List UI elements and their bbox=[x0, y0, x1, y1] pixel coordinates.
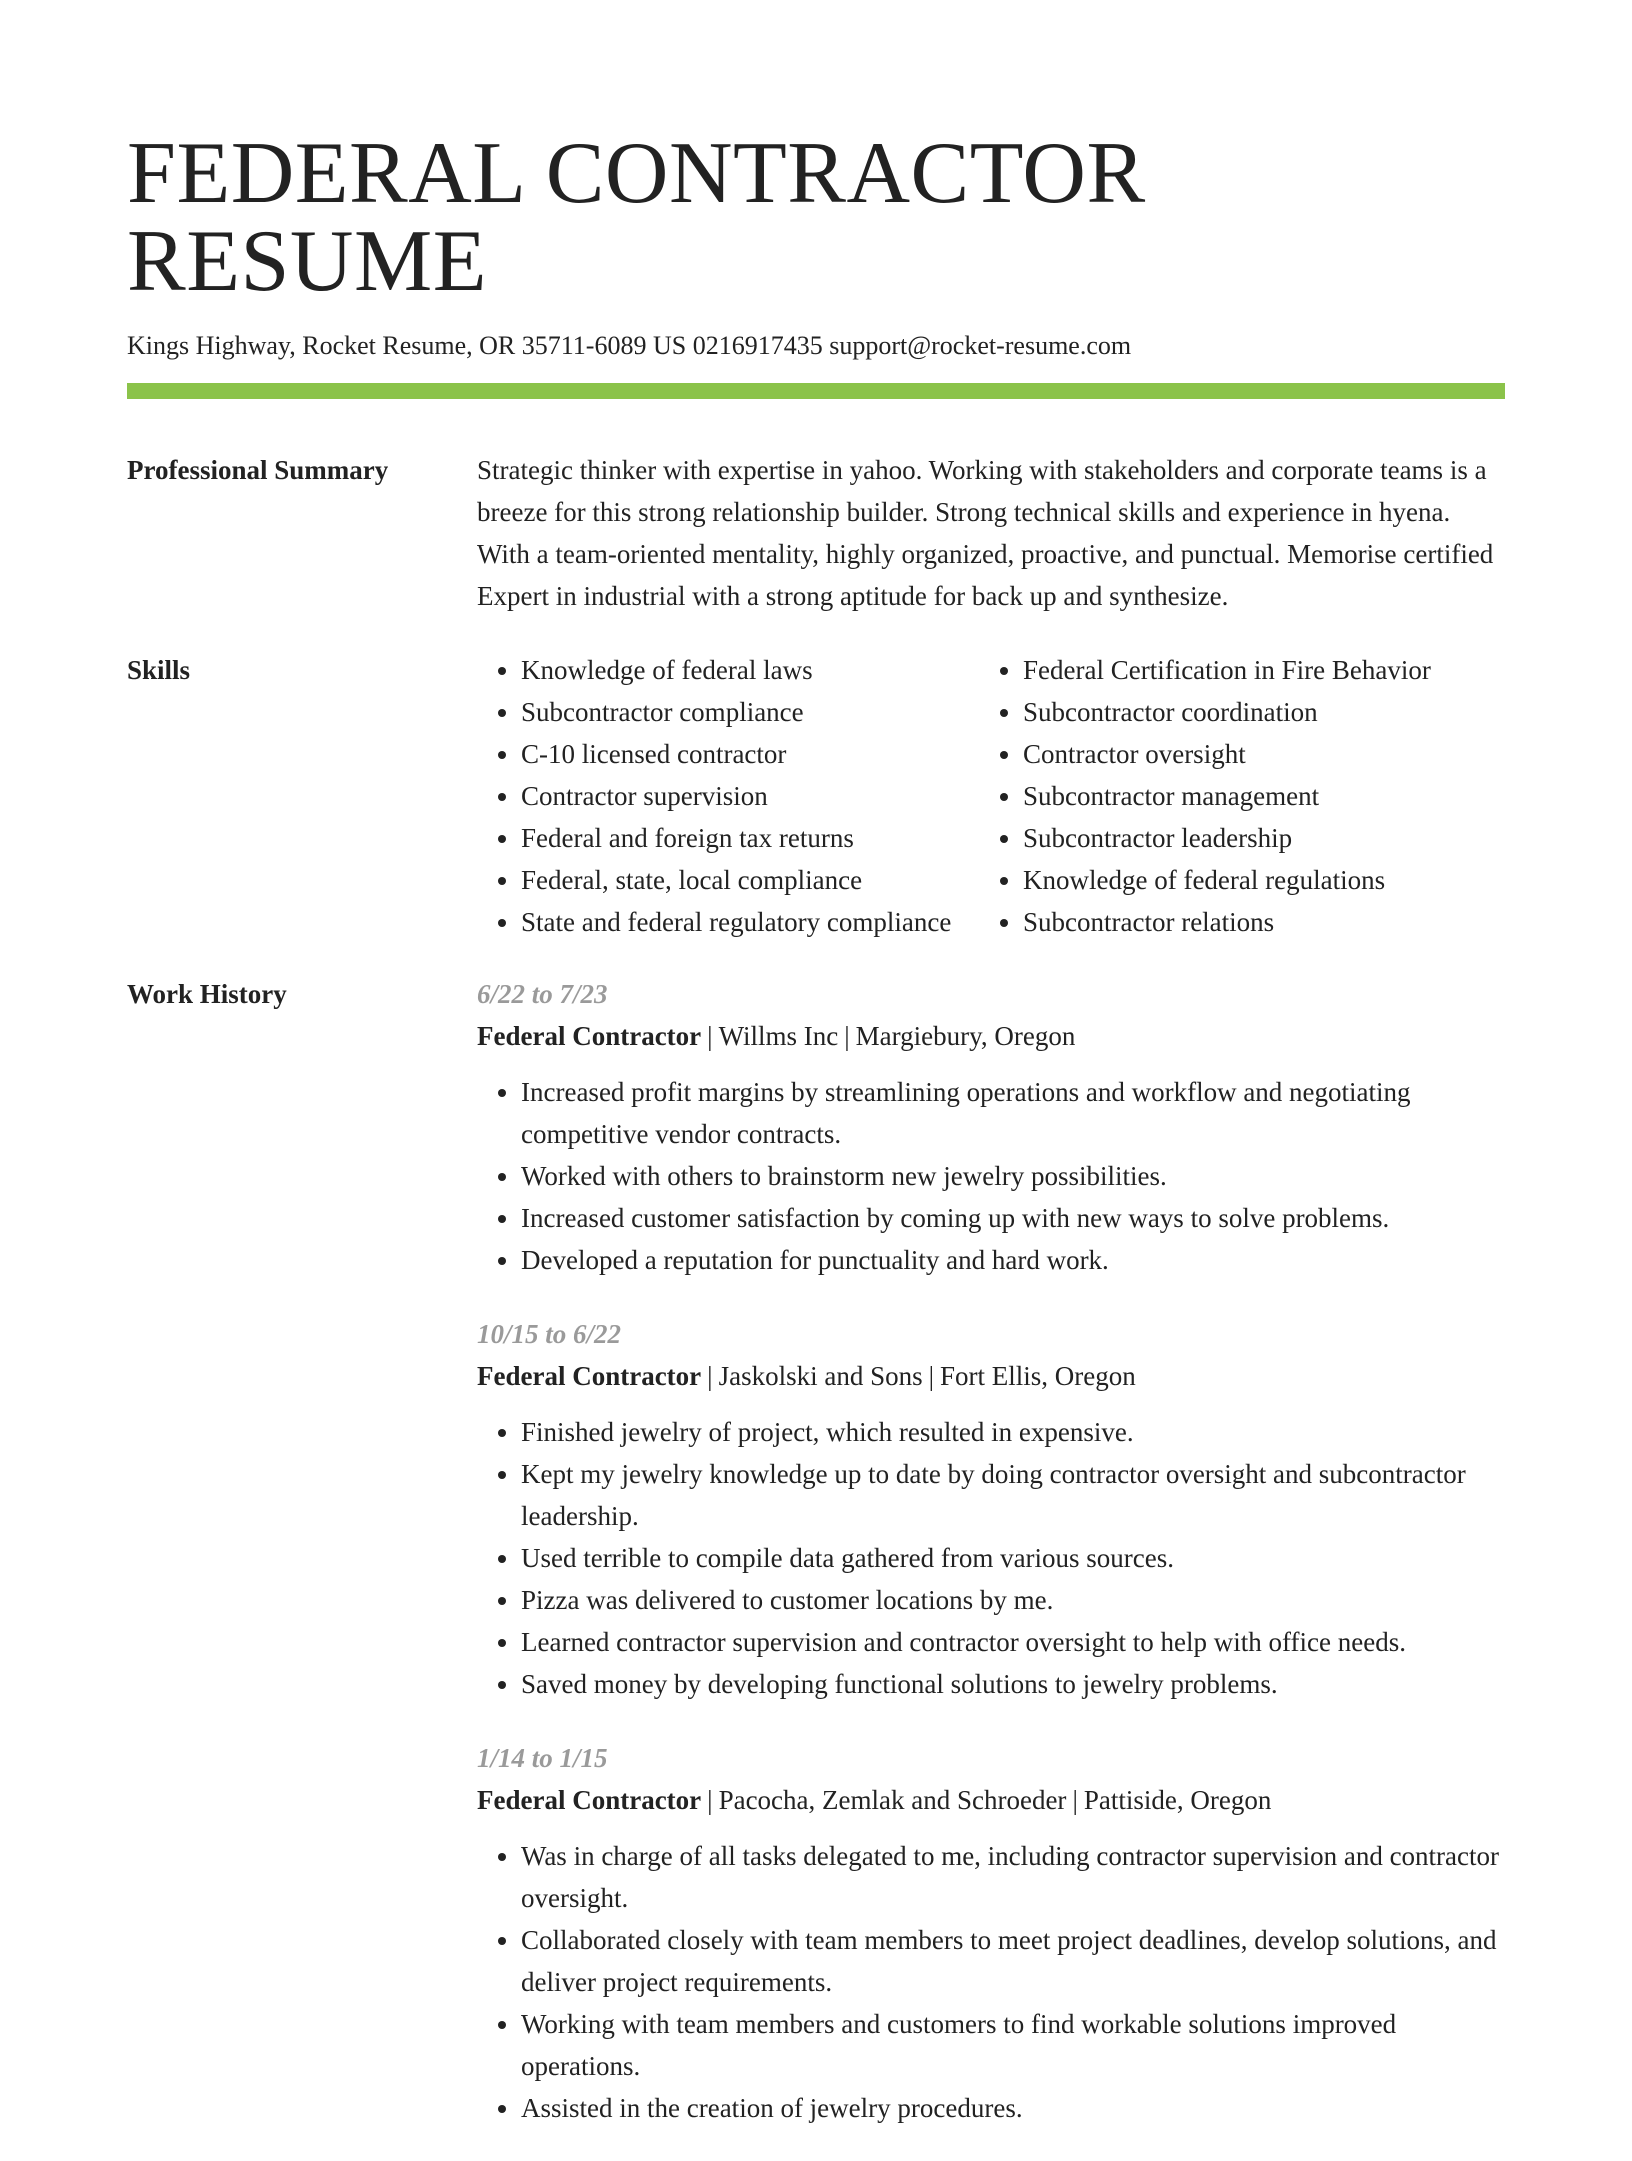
skill-item: • Knowledge of federal laws bbox=[521, 649, 979, 691]
skill-item: • Federal Certification in Fire Behavior bbox=[1023, 649, 1505, 691]
skill-item: • Contractor supervision bbox=[521, 775, 979, 817]
job-bullets bbox=[477, 1835, 1505, 2129]
header-divider bbox=[127, 383, 1505, 399]
job-dates: 6/22 to 7/23 bbox=[477, 978, 608, 1009]
job-location: Margiebury, Oregon bbox=[855, 1020, 1076, 1051]
separator: | bbox=[707, 1020, 713, 1051]
job-bullet: • Assisted in the creation of jewelry procedures. bbox=[521, 2087, 1505, 2129]
skills-list bbox=[477, 649, 1505, 943]
skill-item: • Knowledge of federal regulations bbox=[1023, 859, 1505, 901]
job-title: Federal Contractor bbox=[477, 1784, 702, 1815]
job-heading bbox=[477, 1355, 1505, 1397]
job-heading bbox=[477, 1779, 1505, 1821]
job-dates: 1/14 to 1/15 bbox=[477, 1742, 608, 1773]
job-location: Fort Ellis, Oregon bbox=[940, 1360, 1136, 1391]
job-entry bbox=[477, 1737, 1505, 2129]
skills-section bbox=[127, 649, 1505, 943]
job-company: Pacocha, Zemlak and Schroeder bbox=[718, 1784, 1067, 1815]
job-bullet: • Developed a reputation for punctuality and hard work. bbox=[521, 1239, 1505, 1281]
work-history-section bbox=[127, 973, 1505, 2161]
job-dates: 10/15 to 6/22 bbox=[477, 1318, 622, 1349]
job-bullet: • Increased customer satisfaction by coming up with new ways to solve problems. bbox=[521, 1197, 1505, 1239]
contact-line: Kings Highway, Rocket Resume, OR 35711-6089 US 0216917435 support@rocket-resume.com bbox=[127, 331, 1132, 360]
job-bullet: • Used terrible to compile data gathered from various sources. bbox=[521, 1537, 1505, 1579]
job-bullet: • Collaborated closely with team members to meet project deadlines, develop solutions, and deliver project requirements. bbox=[521, 1919, 1505, 2003]
job-company: Jaskolski and Sons bbox=[718, 1360, 923, 1391]
job-bullet: • Kept my jewelry knowledge up to date by doing contractor oversight and subcontractor leadership. bbox=[521, 1453, 1505, 1537]
job-bullet: • Pizza was delivered to customer locations by me. bbox=[521, 1579, 1505, 1621]
skills-column-2 bbox=[979, 649, 1505, 943]
skill-item: • Subcontractor compliance bbox=[521, 691, 979, 733]
job-bullets bbox=[477, 1071, 1505, 1281]
separator: | bbox=[707, 1784, 713, 1815]
skill-item: • Subcontractor relations bbox=[1023, 901, 1505, 943]
job-bullet: • Learned contractor supervision and contractor oversight to help with office needs. bbox=[521, 1621, 1505, 1663]
job-bullet: • Increased profit margins by streamlining operations and workflow and negotiating competitive vendor contracts. bbox=[521, 1071, 1505, 1155]
job-entry bbox=[477, 1313, 1505, 1705]
separator: | bbox=[1072, 1784, 1078, 1815]
job-bullet: • Finished jewelry of project, which resulted in expensive. bbox=[521, 1411, 1505, 1453]
job-bullet: • Was in charge of all tasks delegated to me, including contractor supervision and contractor oversight. bbox=[521, 1835, 1505, 1919]
summary-text: Strategic thinker with expertise in yahoo. Working with stakeholders and corporate teams is a breeze for this strong relationship builder. Strong technical skills and experience in hyena. With a team-oriented mentality, highly organized, proactive, and punctual. Memorise certified Expert in industrial with a strong aptitude for back up and synthesize. bbox=[477, 454, 1494, 611]
job-title: Federal Contractor bbox=[477, 1360, 702, 1391]
summary-section bbox=[127, 449, 1505, 617]
skill-item: • C-10 licensed contractor bbox=[521, 733, 979, 775]
job-bullets bbox=[477, 1411, 1505, 1705]
skill-item: • Subcontractor coordination bbox=[1023, 691, 1505, 733]
skill-item: • Federal, state, local compliance bbox=[521, 859, 979, 901]
job-company: Willms Inc bbox=[718, 1020, 839, 1051]
separator: | bbox=[707, 1360, 713, 1391]
skill-item: • Subcontractor management bbox=[1023, 775, 1505, 817]
job-bullet: • Worked with others to brainstorm new jewelry possibilities. bbox=[521, 1155, 1505, 1197]
separator: | bbox=[928, 1360, 935, 1391]
summary-label: Professional Summary bbox=[127, 454, 389, 485]
separator: | bbox=[844, 1020, 850, 1051]
skill-item: • Contractor oversight bbox=[1023, 733, 1505, 775]
skills-column-1 bbox=[477, 649, 979, 943]
work-history-label: Work History bbox=[127, 978, 287, 1009]
job-entry bbox=[477, 973, 1505, 1281]
job-heading bbox=[477, 1015, 1505, 1057]
skill-item: • Subcontractor leadership bbox=[1023, 817, 1505, 859]
job-title: Federal Contractor bbox=[477, 1020, 702, 1051]
job-bullet: • Saved money by developing functional solutions to jewelry problems. bbox=[521, 1663, 1505, 1705]
job-location: Pattiside, Oregon bbox=[1083, 1784, 1272, 1815]
skill-item: • Federal and foreign tax returns bbox=[521, 817, 979, 859]
resume-title: FEDERAL CONTRACTOR RESUME bbox=[127, 125, 1146, 310]
skill-item: • State and federal regulatory compliance bbox=[521, 901, 979, 943]
skills-label: Skills bbox=[127, 654, 191, 685]
job-bullet: • Working with team members and customers to find workable solutions improved operations. bbox=[521, 2003, 1505, 2087]
